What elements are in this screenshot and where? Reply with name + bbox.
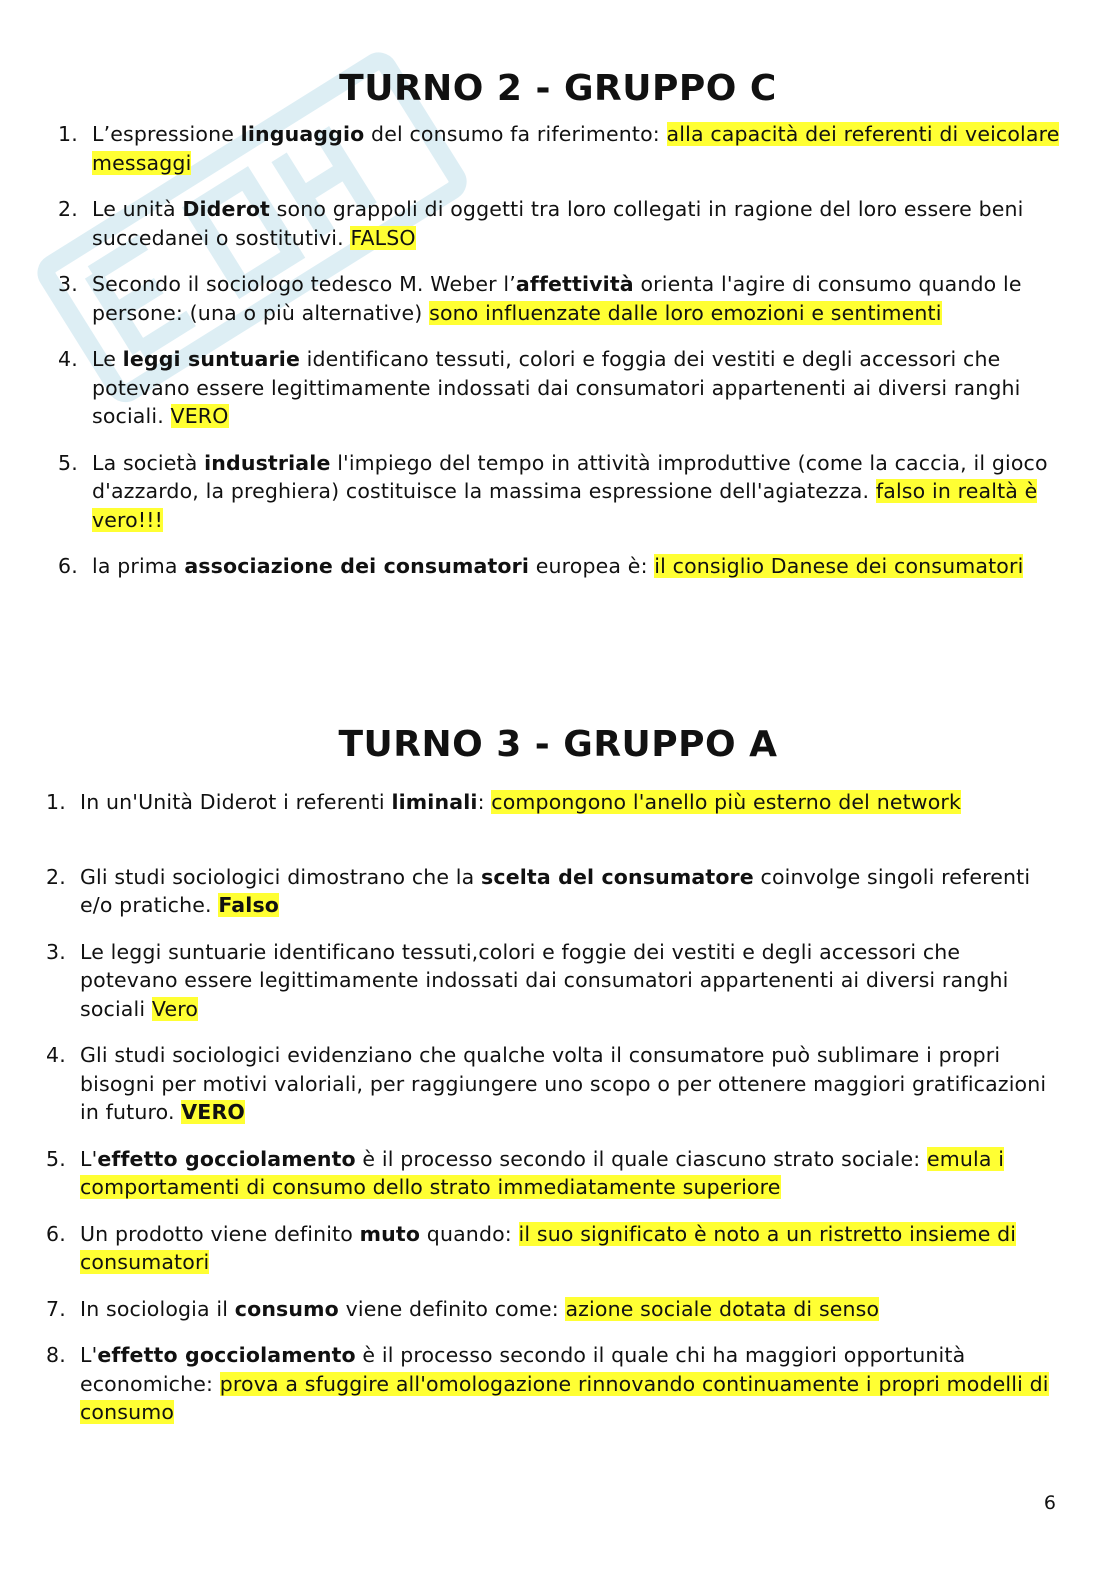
answer-highlight: Falso [218, 893, 280, 917]
question-text: In sociologia il [80, 1296, 235, 1321]
question-text: europea è: [529, 554, 655, 578]
keyword-bold: leggi suntuarie [122, 347, 300, 371]
question-item [46, 788, 1052, 817]
question-text: viene definito come: [338, 1296, 566, 1321]
question-text: Gli studi sociologici dimostrano che la [80, 864, 482, 889]
question-number: 1. [58, 122, 78, 146]
question-item [58, 449, 1062, 535]
answer-highlight: emula i comportamenti di consumo dello strato immediatamente superiore [80, 1146, 1005, 1199]
keyword-bold: liminali [391, 790, 478, 814]
question-item [58, 270, 1062, 327]
keyword-bold: muto [359, 1221, 421, 1246]
question-item [58, 345, 1062, 431]
answer-highlight: il consiglio Danese dei consumatori [654, 554, 1024, 578]
question-text: La società [92, 450, 205, 475]
question-text: la prima [92, 554, 185, 578]
answer-highlight: FALSO [350, 225, 416, 250]
keyword-bold: consumo [234, 1296, 339, 1321]
question-item [46, 1295, 1052, 1324]
question-number: 6. [46, 1221, 66, 1246]
question-list-turno-3 [46, 788, 1052, 1427]
question-text: Secondo il sociologo tedesco M. Weber l’ [92, 272, 516, 296]
question-item [58, 195, 1062, 252]
answer-highlight: prova a sfuggire all'omologazione rinnovando continuamente i propri modelli di consumo [80, 1371, 1049, 1424]
keyword-bold: scelta del consumatore [481, 864, 754, 889]
question-number: 8. [46, 1343, 66, 1367]
question-list-turno-2 [58, 120, 1062, 581]
question-text: : [477, 790, 492, 814]
answer-highlight: VERO [181, 1100, 245, 1124]
question-number: 2. [46, 864, 66, 889]
question-number: 1. [46, 790, 66, 814]
keyword-bold: affettività [515, 272, 634, 296]
answer-highlight: Vero [151, 996, 199, 1021]
page-number: 6 [1043, 1492, 1056, 1514]
answer-highlight: VERO [170, 404, 229, 428]
answer-highlight: falso in realtà è vero!!! [92, 479, 1038, 532]
question-text: l'impiego del tempo in attività improduttive (come la caccia, il gioco d'azzardo, la preghiera) costituisce la massima espressione dell'agiatezza. [92, 450, 1048, 503]
question-number: 4. [46, 1043, 66, 1067]
section-title-turno-2: TURNO 2 - GRUPPO C [339, 68, 777, 109]
question-item [46, 1341, 1052, 1427]
question-number: 3. [46, 939, 66, 964]
question-text: quando: [420, 1221, 519, 1246]
question-text: è il processo secondo il quale ciascuno strato sociale: [355, 1146, 927, 1171]
question-item [46, 1220, 1052, 1277]
question-item [58, 552, 1062, 581]
question-text: L' [80, 1146, 98, 1171]
question-item [46, 863, 1052, 920]
question-number: 5. [58, 450, 78, 475]
keyword-bold: industriale [204, 450, 331, 475]
question-item [58, 120, 1062, 177]
question-text: orienta l'agire di consumo quando le persone: (una o più alternative) [92, 272, 1022, 325]
answer-highlight: azione sociale dotata di senso [565, 1296, 880, 1321]
question-text: Le [92, 347, 123, 371]
answer-highlight: sono influenzate dalle loro emozioni e sentimenti [429, 300, 942, 325]
question-number: 3. [58, 272, 78, 296]
answer-highlight: il suo significato è noto a un ristretto insieme di consumatori [80, 1221, 1017, 1274]
question-item [46, 1041, 1052, 1127]
question-text: identificano tessuti, colori e foggia dei vestiti e degli accessori che potevano essere legittimamente indossati dai consumatori appartenenti ai diversi ranghi sociali. [92, 347, 1021, 428]
question-text: L’espressione [92, 122, 241, 146]
question-item [46, 938, 1052, 1024]
question-text: Un prodotto viene definito [80, 1221, 360, 1246]
question-text: Le unità [92, 197, 183, 221]
question-number: 5. [46, 1146, 66, 1171]
keyword-bold: linguaggio [240, 122, 365, 146]
question-item [46, 1145, 1052, 1202]
question-text: L' [80, 1343, 98, 1367]
question-text: del consumo fa riferimento: [364, 122, 667, 146]
question-text: Gli studi sociologici evidenziano che qualche volta il consumatore può sublimare i propri bisogni per motivi valoriali, per raggiungere uno scopo o per ottenere maggiori gratificazioni in futuro. [80, 1043, 1047, 1124]
keyword-bold: Diderot [182, 197, 271, 221]
question-number: 6. [58, 554, 78, 578]
question-text: è il processo secondo il quale chi ha maggiori opportunità economiche: [80, 1343, 966, 1396]
keyword-bold: associazione dei consumatori [184, 554, 530, 578]
question-number: 7. [46, 1296, 66, 1321]
question-number: 4. [58, 347, 78, 371]
question-text: coinvolge singoli referenti e/o pratiche. [80, 864, 1031, 917]
answer-highlight: alla capacità dei referenti di veicolare messaggi [92, 122, 1060, 175]
section-title-turno-3: TURNO 3 - GRUPPO A [338, 724, 778, 765]
question-text: Le leggi suntuarie identificano tessuti,colori e foggie dei vestiti e degli accessori che potevano essere legittimamente indossati dai consumatori appartenenti ai diversi ranghi sociali [80, 939, 1009, 1021]
answer-highlight: compongono l'anello più esterno del network [491, 790, 961, 814]
keyword-bold: effetto gocciolamento [97, 1343, 356, 1367]
question-text: sono grappoli di oggetti tra loro collegati in ragione del loro essere beni succedanei o sostitutivi. [92, 197, 1024, 250]
question-text: In un'Unità Diderot i referenti [80, 790, 392, 814]
keyword-bold: effetto gocciolamento [97, 1146, 356, 1171]
question-number: 2. [58, 197, 78, 221]
